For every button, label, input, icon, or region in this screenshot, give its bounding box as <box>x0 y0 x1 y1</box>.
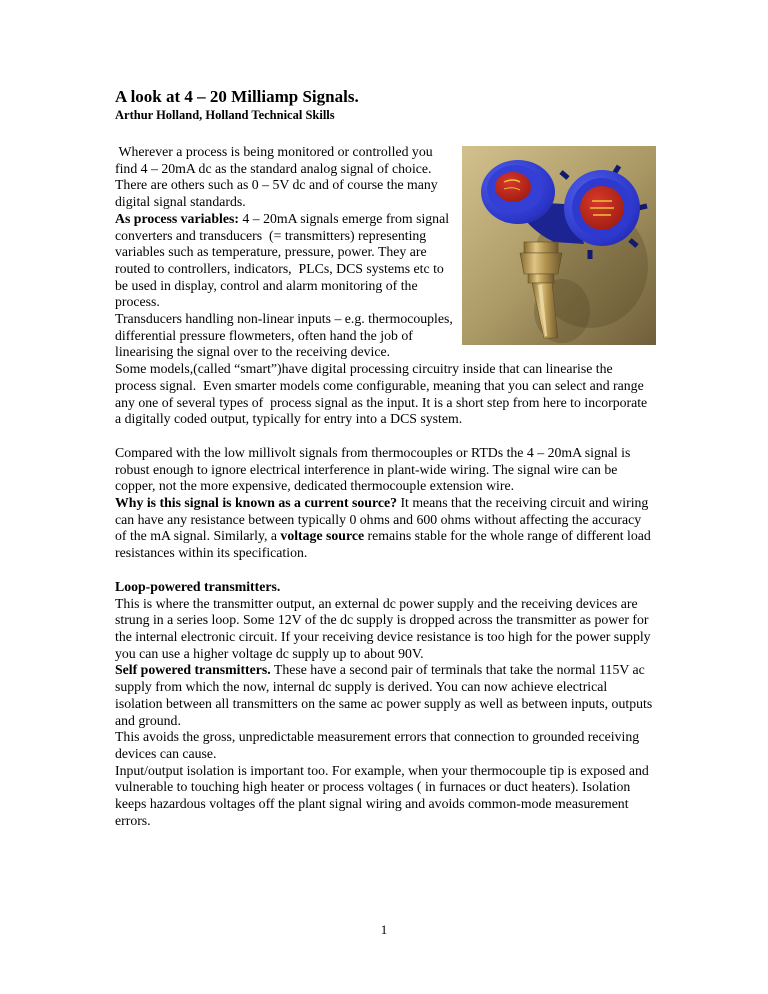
transmitter-photo-svg <box>462 146 656 345</box>
body-paragraph-2 <box>115 445 656 562</box>
page-number: 1 <box>380 922 388 937</box>
text-run: remains stable for the whole range of different load resistances within its specification. <box>115 528 655 561</box>
document-content <box>115 86 656 846</box>
text-run-bold: As process variables: <box>115 210 239 226</box>
device-head-left <box>481 160 555 224</box>
text-run: This avoids the gross, unpredictable measurement errors that connection to grounded receiving devices can cause. <box>115 729 643 761</box>
text-run: Transducers handling non-linear inputs – e.g. thermocouples, differential pressure flowmeters, often hand the job of linearising the signal over to the receiving device. <box>115 311 457 360</box>
text-run: This is where the transmitter output, an external dc power supply and the receiving devices are strung in a series loop. Some 12V of the dc supply is dropped across the transmitter as power for the internal electronic circuit. If your receiving device resistance is too high for the power supply you can use a higher voltage dc supply up to about 90V. <box>115 595 655 661</box>
text-run-bold: Loop-powered transmitters. <box>115 578 281 594</box>
text-run-bold: Self powered transmitters. <box>115 662 271 678</box>
text-run: It means that the receiving circuit and wiring can have any resistance between typically 0 ohms and 600 ohms without affecting the accuracy of the mA signal. Similarly, a <box>115 495 652 544</box>
text-run: These have a second pair of terminals that take the normal 115V ac supply from which the now, internal dc supply is derived. You can now achieve electrical isolation between all transmitters on the same ac power supply as well as between inputs, outputs and ground. <box>115 662 656 728</box>
text-run: Compared with the low millivolt signals from thermocouples or RTDs the 4 – 20mA signal is robust enough to ignore electrical interference in plant-wide wiring. The signal wire can be copper, not the more expensive, dedicated thermocouple extension wire. <box>115 444 634 494</box>
document-title: A look at 4 – 20 Milliamp Signals. <box>115 87 359 106</box>
text-run: Input/output isolation is important too. For example, when your thermocouple tip is exposed and vulnerable to touching high heater or process voltages ( in furnaces or duct heaters). Isolation keeps hazardous voltages off the plant signal wiring and avoids common-mode measurement errors. <box>115 762 653 828</box>
author-byline: Arthur Holland, Holland Technical Skills <box>115 108 335 122</box>
text-run: Wherever a process is being monitored or controlled you find 4 – 20mA dc as the standard analog signal of choice. There are others such as 0 – 5V dc and of course the many digital signal standards. <box>115 144 442 210</box>
text-run-bold: voltage source <box>280 528 365 544</box>
text-run: Some models,(called “smart”)have digital processing circuitry inside that can linearise the process signal. Even smarter models come configurable, meaning that you can select and range any one of several types of process signal as the input. It is a short step from here to incorporate a digitally coded output, typically for entry into a DCS system. <box>115 361 651 427</box>
transmitter-photo <box>462 146 656 345</box>
body-paragraph-1 <box>115 144 656 428</box>
text-run: 4 – 20mA signals emerge from signal converters and transducers (= transmitters) representing variables such as temperature, pressure, power. They are routed to controllers, indicators, PLCs, DCS systems etc to be used in display, control and alarm monitoring of the process. <box>115 210 453 310</box>
body-paragraph-3 <box>115 579 656 830</box>
text-run-bold: Why is this signal is known as a current source? <box>115 495 397 511</box>
